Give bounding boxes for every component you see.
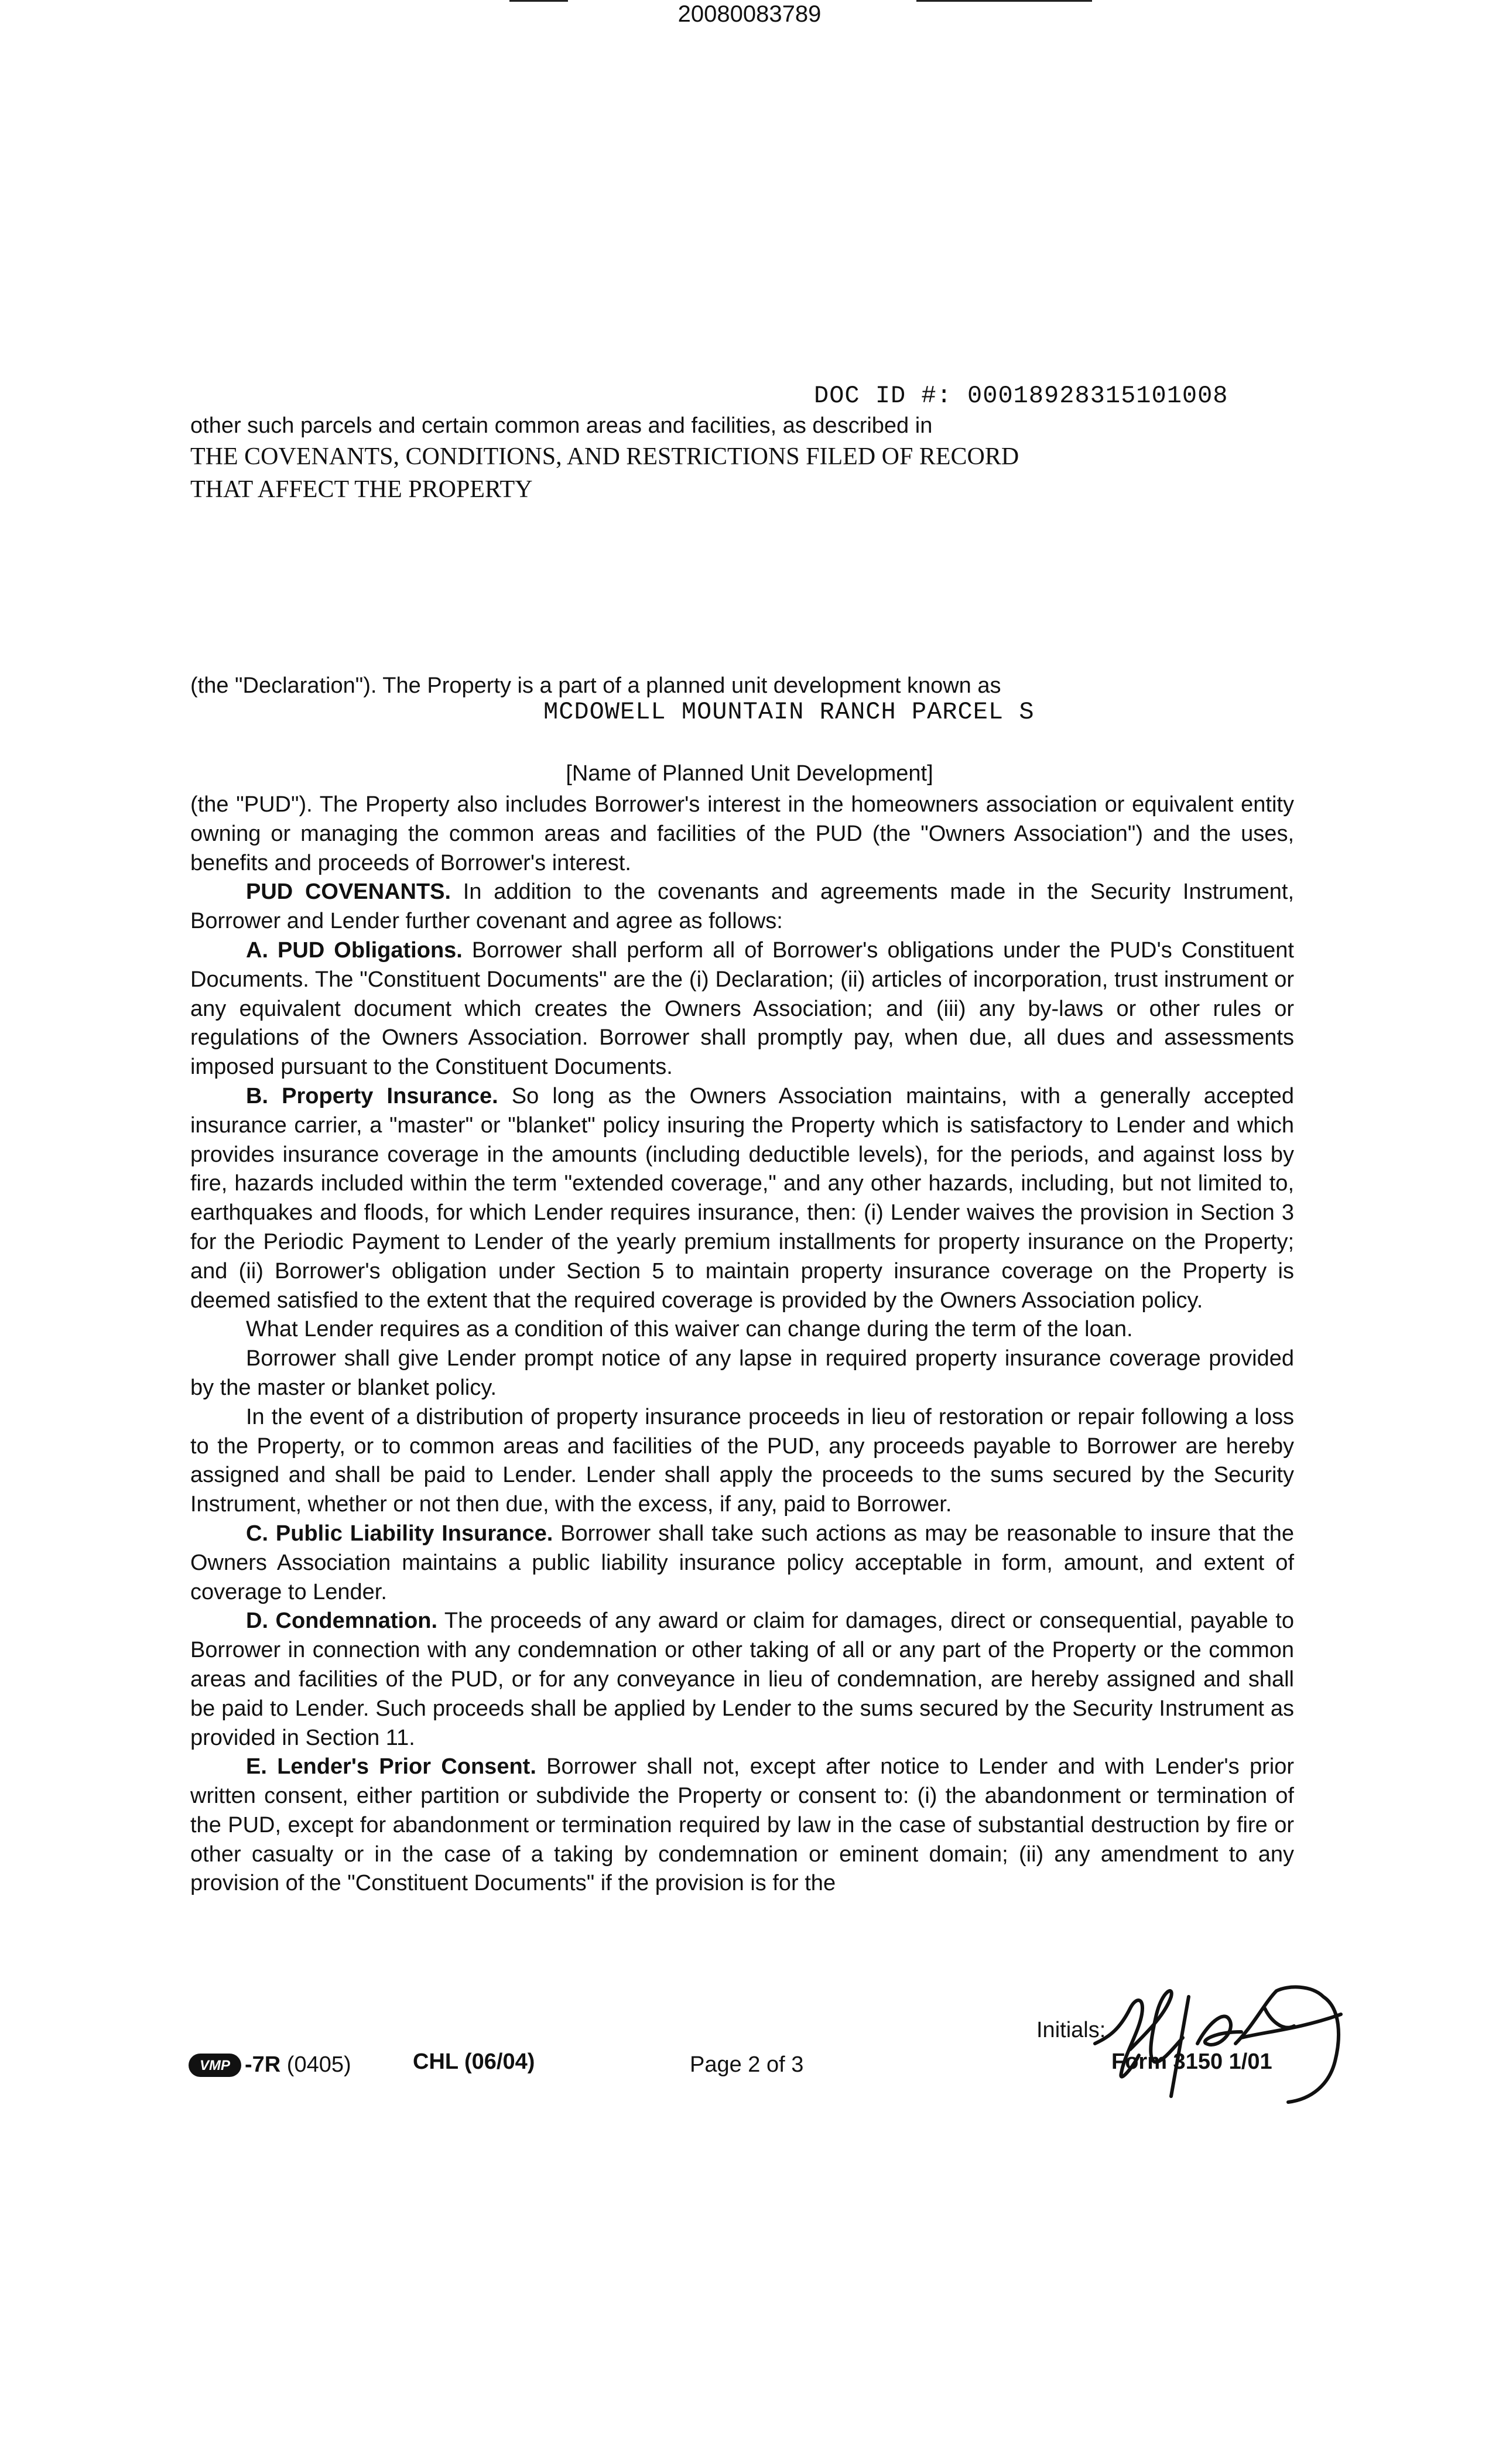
section-d-paragraph bbox=[190, 1607, 1294, 1753]
recorded-line-1: THE COVENANTS, CONDITIONS, AND RESTRICTIONS FILED OF RECORD bbox=[190, 443, 1019, 470]
pud-name-label: [Name of Planned Unit Development] bbox=[566, 761, 933, 786]
page-number: Page 2 of 3 bbox=[690, 2052, 804, 2077]
section-b-waiver: What Lender requires as a condition of this waiver can change during the term of the loan. bbox=[246, 1317, 1133, 1342]
doc-id: DOC ID #: 00018928315101008 bbox=[814, 382, 1228, 410]
recording-number: 20080083789 bbox=[677, 1, 822, 27]
declaration-line: (the "Declaration"). The Property is a part of a planned unit development known as bbox=[190, 673, 1001, 698]
section-e-heading: E. Lender's Prior Consent. bbox=[246, 1754, 536, 1779]
form-number: Form 3150 1/01 bbox=[1111, 2049, 1272, 2074]
initials-signature-icon bbox=[1089, 1973, 1353, 2108]
section-b-notice: Borrower shall give Lender prompt notice of any lapse in required property insurance coverage provided by the master or blanket policy. bbox=[190, 1346, 1294, 1400]
footer-form-code bbox=[189, 2052, 351, 2076]
initials-label: Initials: bbox=[1036, 2018, 1106, 2042]
pud-name: MCDOWELL MOUNTAIN RANCH PARCEL S bbox=[543, 698, 1035, 726]
recorded-covenants-text bbox=[190, 440, 1303, 506]
form-code-date: (0405) bbox=[280, 2052, 351, 2077]
section-e-text: Borrower shall not, except after notice to Lender and with Lender's prior written consent, either partition or subdivide the Property or consent to: (i) the abandonment or termination of the PUD, except for abandonment or termination required by law in the case of substantial destruction by fire or other casualty or in the case of a taking by condemnation or eminent domain; (ii) any amendment to any provision of the "Constituent Documents" if the provision is for the bbox=[190, 1754, 1294, 1896]
intro-line: other such parcels and certain common areas and facilities, as described in bbox=[190, 413, 933, 438]
section-c-paragraph bbox=[190, 1520, 1294, 1607]
section-d-text: The proceeds of any award or claim for damages, direct or consequential, payable to Borrower in connection with any condemnation or other taking of all or any part of the Property or the common areas and facilities of the PUD, or for any conveyance in lieu of condemnation, are hereby assigned and shall be paid to Lender. Such proceeds shall be applied by Lender to the sums secured by the Security Instrument as provided in Section 11. bbox=[190, 1609, 1294, 1750]
section-d-heading: D. Condemnation. bbox=[246, 1609, 438, 1634]
pud-covenants-text: In addition to the covenants and agreements made in the Security Instrument, Borrower and Lender further covenant and agree as follows: bbox=[190, 879, 1295, 934]
chl-code: CHL (06/04) bbox=[413, 2049, 535, 2074]
pud-definition: (the "PUD"). The Property also includes Borrower's interest in the homeowners association or equivalent entity owning or managing the common areas and facilities of the PUD (the "Owners Association") and the uses, benefits and proceeds of Borrower's interest. bbox=[190, 792, 1294, 875]
pud-covenants-heading: PUD COVENANTS. bbox=[246, 879, 451, 905]
section-c-text: Borrower shall take such actions as may be reasonable to insure that the Owners Association maintains a public liability insurance policy acceptable in form, amount, and extent of coverage to Lender. bbox=[190, 1521, 1294, 1604]
vmp-logo-icon: VMP bbox=[189, 2054, 241, 2077]
body-text bbox=[190, 790, 1294, 1898]
section-b-heading: B. Property Insurance. bbox=[246, 1083, 498, 1108]
section-a-heading: A. PUD Obligations. bbox=[246, 937, 463, 963]
form-code: -7R bbox=[245, 2052, 281, 2077]
section-c-heading: C. Public Liability Insurance. bbox=[246, 1521, 553, 1546]
section-b-paragraph bbox=[190, 1082, 1294, 1315]
section-a-paragraph bbox=[190, 936, 1294, 1082]
section-e-paragraph bbox=[190, 1753, 1294, 1898]
section-b-text: So long as the Owners Association maintains, with a generally accepted insurance carrier, a "master" or "blanket" policy insuring the Property which is satisfactory to Lender and which provides insurance coverage in the amounts (including deductible levels), for the periods, and against loss by fire, hazards included within the term "extended coverage," and any other hazards, including, but not limited to, earthquakes and floods, for which Lender requires insurance, then: (i) Lender waives the provision in Section 3 for the Periodic Payment to Lender of the yearly premium installments for property insurance on the Property; and (ii) Borrower's obligation under Section 5 to maintain property insurance coverage on the Property is deemed satisfied to the extent that the required coverage is provided by the Owners Association policy. bbox=[190, 1083, 1294, 1313]
section-a-text: Borrower shall perform all of Borrower's obligations under the PUD's Constituent Documents. The "Constituent Documents" are the (i) Declaration; (ii) articles of incorporation, trust instrument or any equivalent document which creates the Owners Association; and (iii) any by-laws or other rules or regulations of the Owners Association. Borrower shall promptly pay, when due, all dues and assessments imposed pursuant to the Constituent Documents. bbox=[190, 937, 1294, 1080]
recorded-line-2: THAT AFFECT THE PROPERTY bbox=[190, 476, 533, 503]
pud-covenants-paragraph bbox=[190, 878, 1294, 936]
section-b-distribution: In the event of a distribution of property insurance proceeds in lieu of restoration or repair following a loss to the Property, or to common areas and facilities of the PUD, any proceeds payable to Borrower are hereby assigned and shall be paid to Lender. Lender shall apply the proceeds to the sums secured by the Security Instrument, whether or not then due, with the excess, if any, paid to Borrower. bbox=[190, 1404, 1294, 1517]
